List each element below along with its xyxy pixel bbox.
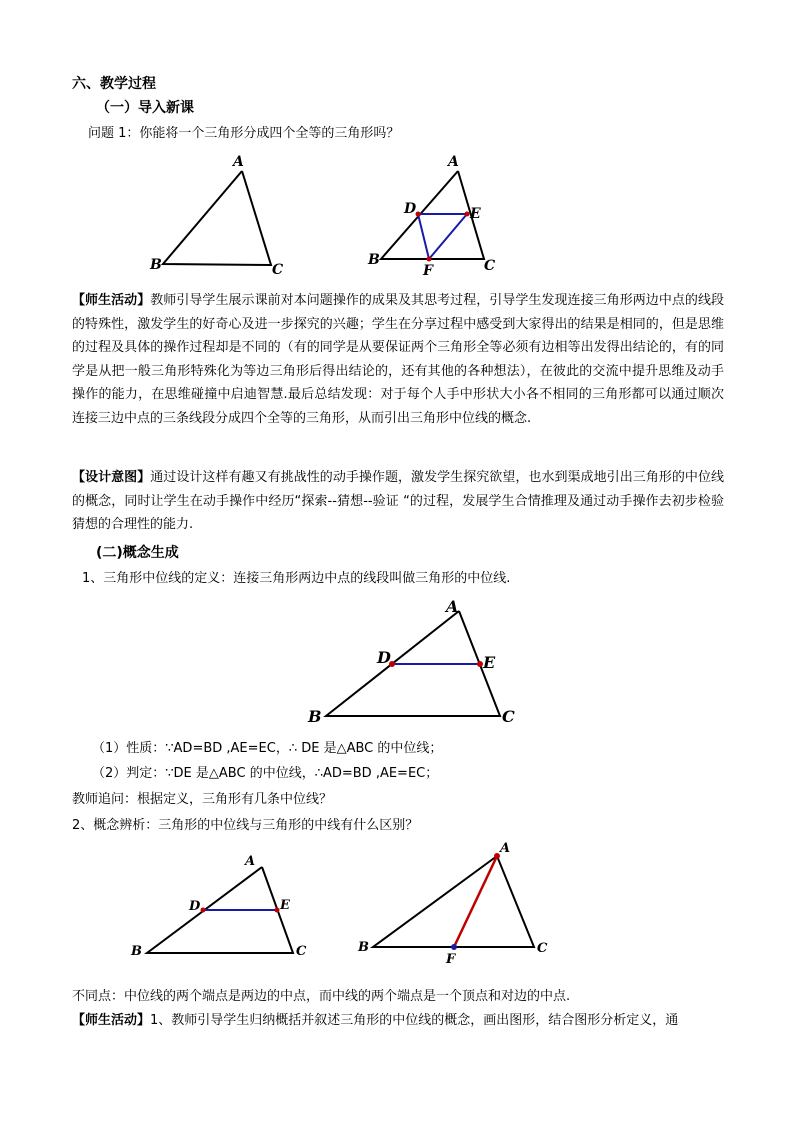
midline-definition: 1、三角形中位线的定义：连接三角形两边中点的线段叫做三角形的中位线. bbox=[82, 571, 511, 586]
vertex-label-a: A bbox=[446, 597, 459, 616]
point-label-d: D bbox=[404, 201, 417, 217]
teacher-follow-up-question: 教师追问：根据定义，三角形有几条中位线？ bbox=[72, 792, 333, 807]
activity2-tag: 【师生活动】 bbox=[72, 1013, 151, 1028]
vertex-label-c: C bbox=[537, 941, 548, 956]
part2-title: (二)概念生成 bbox=[96, 545, 179, 561]
vertex-label-b: B bbox=[150, 257, 162, 273]
vertex-label-c: C bbox=[296, 944, 307, 959]
point-label-d: D bbox=[189, 899, 201, 914]
design-tag: 【设计意图】 bbox=[72, 470, 151, 485]
midline-property: （1）性质：∵AD=BD ,AE=EC，∴ DE 是△ABC 的中位线； bbox=[92, 741, 443, 756]
vertex-label-c: C bbox=[484, 258, 496, 274]
vertex-label-b: B bbox=[308, 707, 322, 726]
point-f bbox=[451, 944, 457, 950]
point-label-f: F bbox=[423, 263, 433, 279]
activity-tag: 【师生活动】 bbox=[72, 293, 151, 308]
vertex-label-a: A bbox=[500, 841, 511, 856]
vertex-label-a: A bbox=[233, 154, 244, 170]
median-af bbox=[454, 856, 497, 947]
activity2-text: 1、教师引导学生归纳概括并叙述三角形的中位线的概念，画出图形，结合图形分析定义，通 bbox=[150, 1013, 679, 1028]
vertex-label-c: C bbox=[502, 707, 515, 726]
vertex-label-b: B bbox=[358, 940, 369, 955]
difference-statement: 不同点：中位线的两个端点是两边的中点，而中线的两个端点是一个顶点和对边的中点. bbox=[72, 989, 571, 1004]
question-1: 问题 1：你能将一个三角形分成四个全等的三角形吗？ bbox=[88, 126, 400, 141]
vertex-label-c: C bbox=[272, 262, 284, 278]
design-text: 通过设计这样有趣又有挑战性的动手操作题，激发学生探究欲望，也水到渠成地引出三角形的中位线的概念，同时让学生在动手操作中经历“探索--猜想--验证 “的过程，发展学生合情推理及通过动手操作去初步检验猜想的合理性的能力. bbox=[72, 470, 724, 532]
teacher-student-activity-2 bbox=[72, 1009, 724, 1033]
section-title: 六、教学过程 bbox=[72, 76, 156, 92]
point-label-d: D bbox=[377, 648, 391, 667]
part1-title: （一）导入新课 bbox=[96, 100, 194, 116]
point-label-e: E bbox=[470, 206, 481, 222]
vertex-label-b: B bbox=[368, 252, 380, 268]
concept-analysis-question: 2、概念辨析：三角形的中位线与三角形的中线有什么区别？ bbox=[72, 818, 419, 833]
vertex-label-b: B bbox=[131, 944, 142, 959]
activity-text: 教师引导学生展示课前对本问题操作的成果及其思考过程，引导学生发现连接三角形两边中点的线段的特殊性，激发学生的好奇心及进一步探究的兴趣；学生在分享过程中感受到大家得出的结果是相同的，但是思维的过程及具体的操作过程却是不同的（有的同学是从要保证两个三角形全等必须有边相等出发得出结论的，有的同学是从把一般三角形特殊化为等边三角形后得出结论的，还有其他的各种想法），在彼此的交流中提升思维及动手操作的能力，在思维碰撞中启迪智慧.最后总结发现：对于每个人手中形状大小各不相同的三角形都可以通过顺次连接三边中点的三条线段分成四个全等的三角形，从而引出三角形中位线的概念. bbox=[72, 293, 724, 426]
vertex-label-a: A bbox=[245, 854, 256, 869]
point-label-e: E bbox=[280, 898, 290, 913]
triangle-abc-outline bbox=[373, 856, 534, 947]
vertex-label-a: A bbox=[448, 154, 459, 170]
point-label-e: E bbox=[483, 653, 496, 672]
midline-judgement: （2）判定：∵DE 是△ABC 的中位线，∴AD=BD ,AE=EC； bbox=[92, 766, 439, 781]
point-label-f: F bbox=[446, 952, 456, 967]
